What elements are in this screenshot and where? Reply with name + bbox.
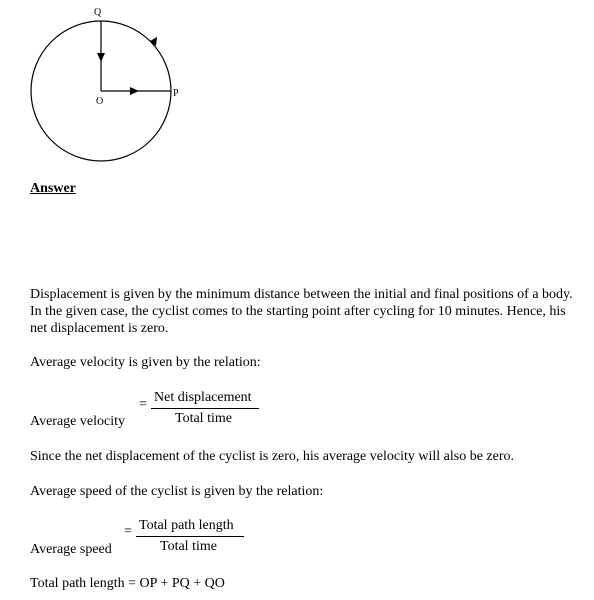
arrow-down-icon bbox=[97, 53, 105, 62]
avg-speed-intro: Average speed of the cyclist is given by the relation: bbox=[30, 484, 324, 499]
avg-velocity-denominator: Total time bbox=[175, 411, 232, 426]
label-o: O bbox=[96, 96, 104, 107]
circle-diagram bbox=[0, 0, 200, 175]
arrow-right-icon bbox=[130, 87, 139, 95]
avg-speed-denominator: Total time bbox=[160, 539, 217, 554]
avg-velocity-intro: Average velocity is given by the relation: bbox=[30, 355, 261, 370]
avg-speed-label: Average speed bbox=[30, 542, 112, 557]
answer-heading: Answer bbox=[30, 181, 76, 196]
avg-speed-numerator: Total path length bbox=[139, 518, 234, 533]
paragraph-zero-velocity: Since the net displacement of the cyclist is zero, his average velocity will also be zero. bbox=[30, 449, 514, 464]
label-q: Q bbox=[94, 7, 102, 18]
label-p: P bbox=[173, 88, 179, 99]
avg-velocity-equals: = bbox=[139, 397, 147, 412]
avg-speed-fraction-bar bbox=[136, 536, 244, 537]
avg-velocity-fraction-bar bbox=[151, 408, 259, 409]
avg-velocity-label: Average velocity bbox=[30, 414, 125, 429]
avg-velocity-numerator: Net displacement bbox=[154, 390, 252, 405]
total-path-formula: Total path length = OP + PQ + QO bbox=[30, 576, 225, 591]
avg-speed-equals: = bbox=[124, 524, 132, 539]
paragraph-displacement: Displacement is given by the minimum distance between the initial and final positions of a body. In the given case, the cyclist comes to the starting point after cycling for 10 minutes. Hence, his net displacement is zero. bbox=[30, 287, 573, 336]
